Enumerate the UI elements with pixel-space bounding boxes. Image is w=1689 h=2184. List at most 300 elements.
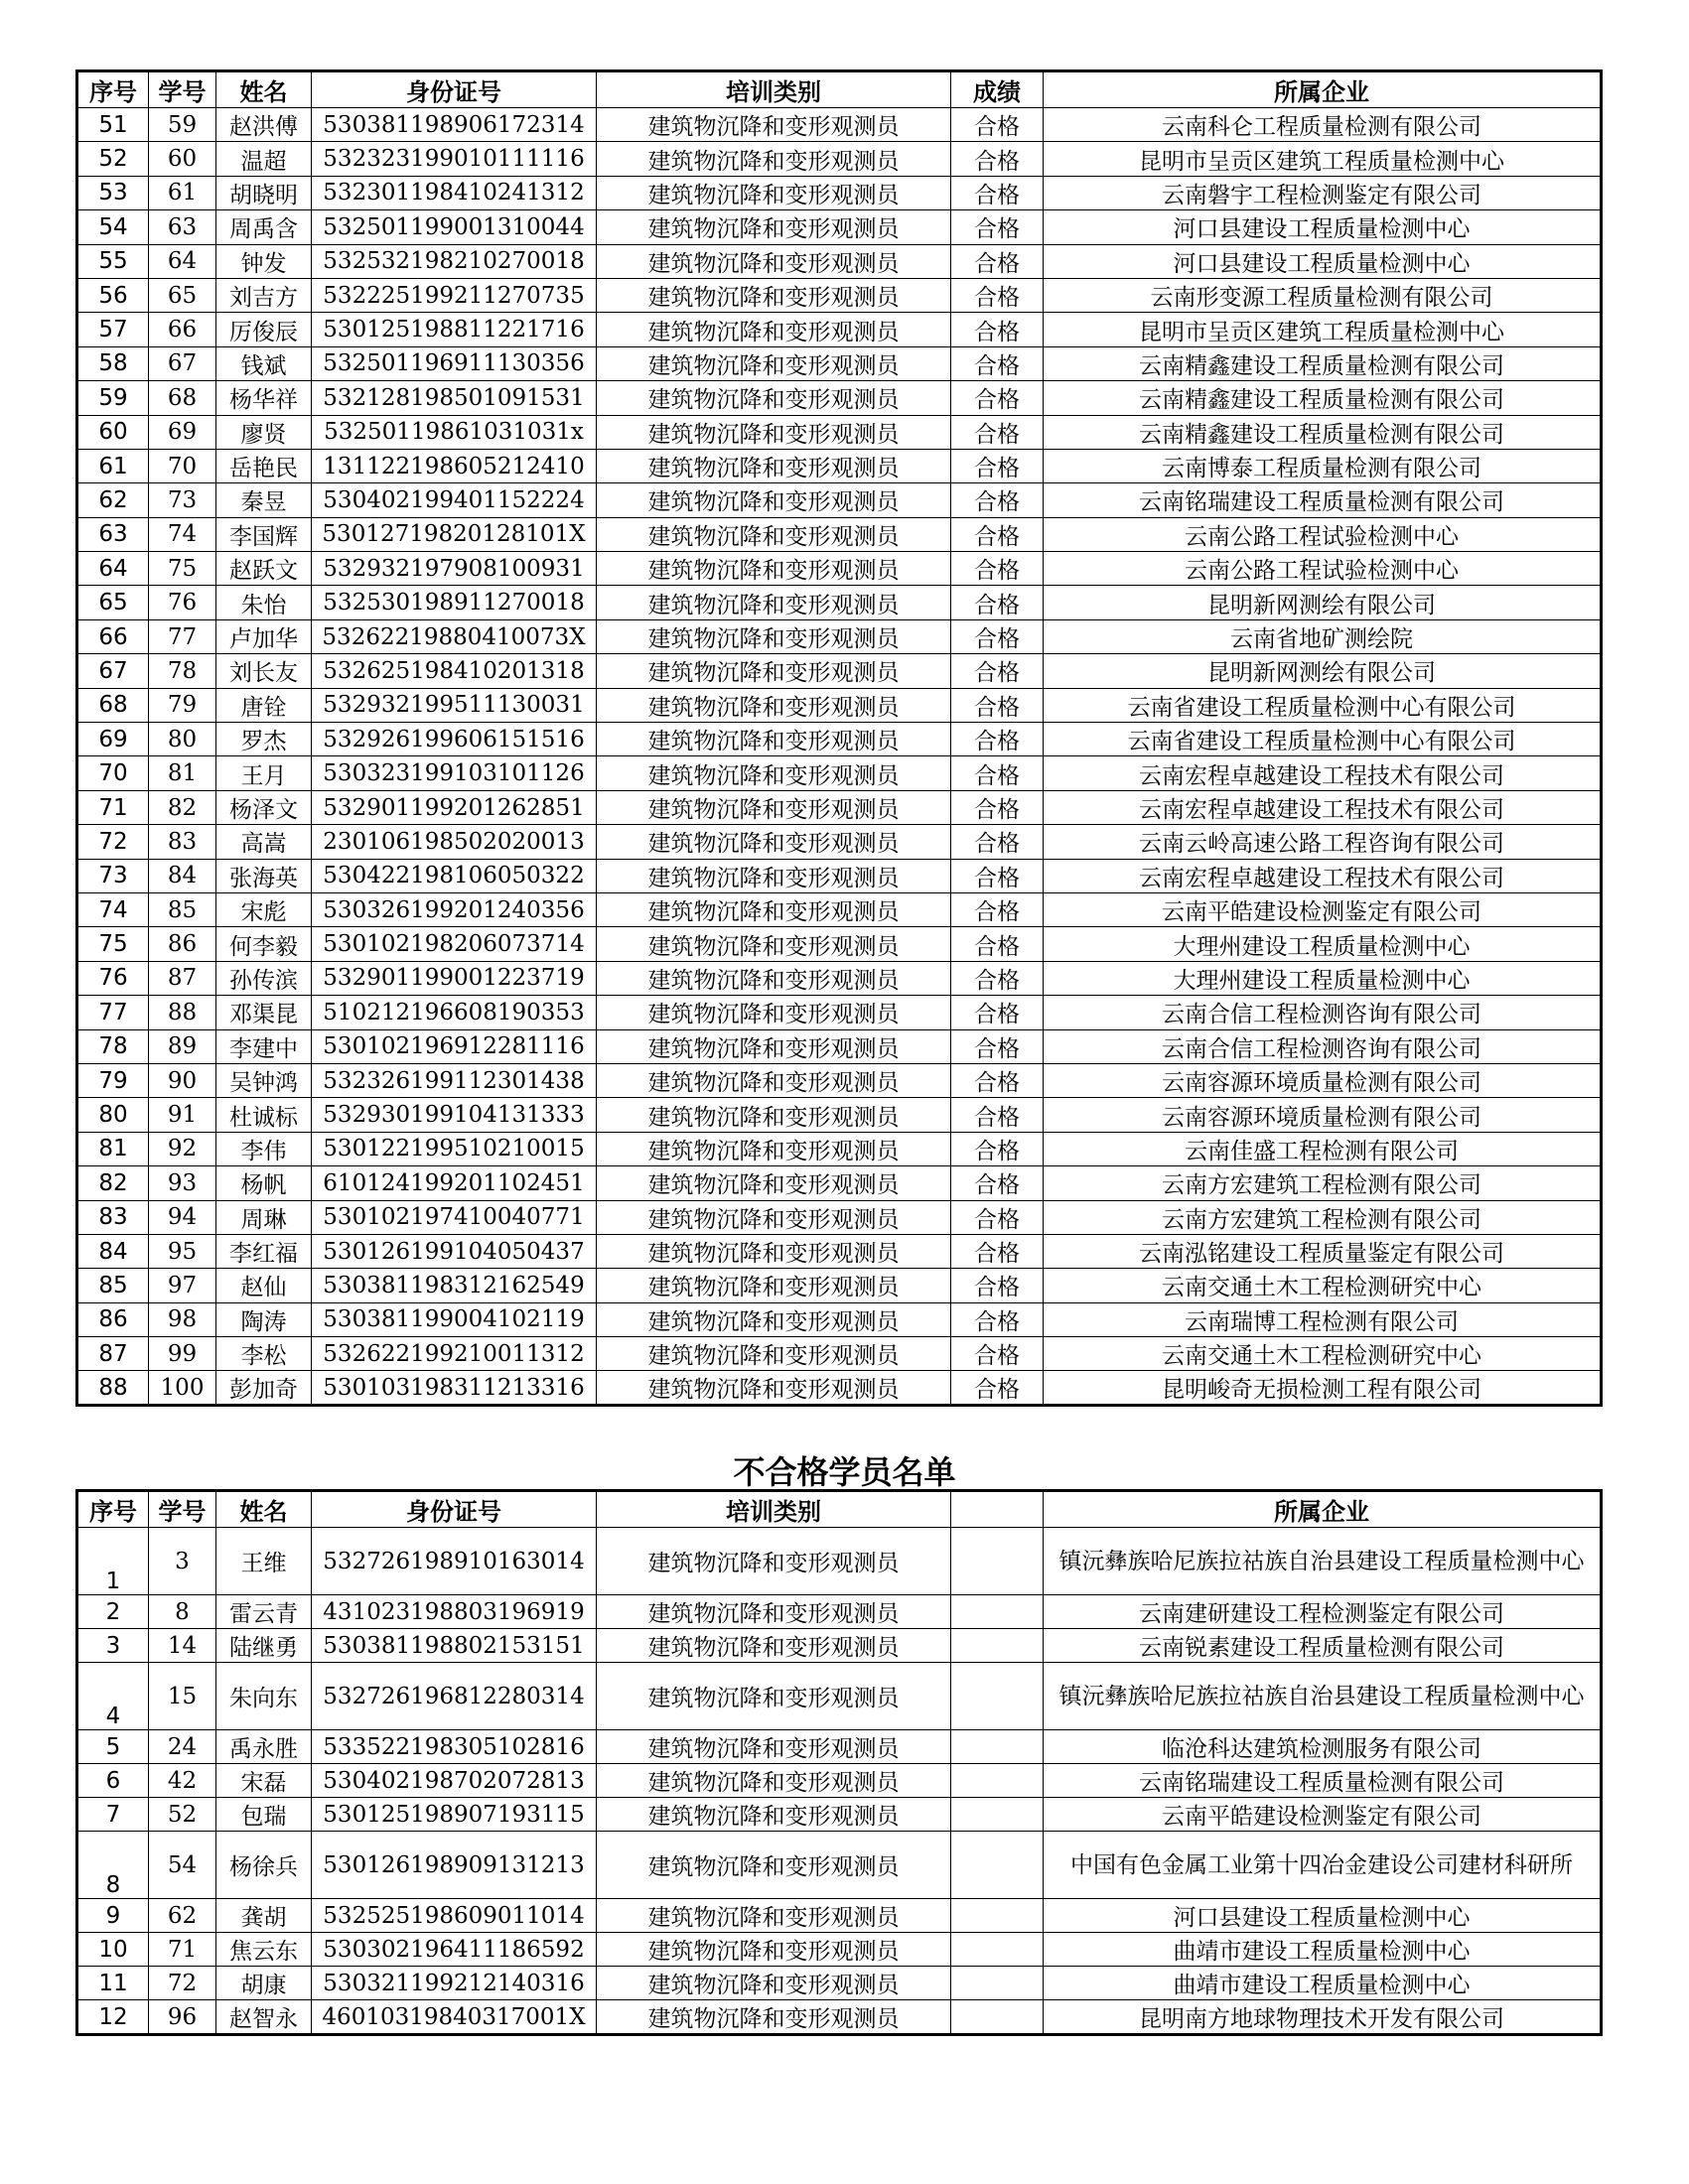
student-no-cell: 89 <box>149 1029 216 1063</box>
company-cell: 曲靖市建设工程质量检测中心 <box>1044 1967 1602 2000</box>
student-no-cell: 15 <box>149 1663 216 1730</box>
table-row <box>77 859 1602 892</box>
student-no-cell: 71 <box>149 1933 216 1967</box>
seq-cell: 71 <box>77 790 149 824</box>
table-row <box>77 961 1602 995</box>
result-cell <box>951 1798 1044 1832</box>
name-cell: 杨帆 <box>216 1166 312 1200</box>
student-no-cell: 81 <box>149 756 216 790</box>
result-cell: 合格 <box>951 892 1044 926</box>
company-cell: 云南省建设工程质量检测中心有限公司 <box>1044 688 1602 722</box>
name-cell: 彭加奇 <box>216 1371 312 1406</box>
result-cell: 合格 <box>951 654 1044 688</box>
name-cell: 胡晓明 <box>216 176 312 209</box>
result-cell: 合格 <box>951 756 1044 790</box>
result-cell: 合格 <box>951 859 1044 892</box>
name-cell: 赵跃文 <box>216 552 312 586</box>
training-type-cell: 建筑物沉降和变形观测员 <box>597 1528 951 1595</box>
id-number-cell: 532932197908100931 <box>312 552 597 586</box>
training-type-cell: 建筑物沉降和变形观测员 <box>597 1832 951 1899</box>
result-cell <box>951 1663 1044 1730</box>
result-cell <box>951 1967 1044 2000</box>
training-type-cell: 建筑物沉降和变形观测员 <box>597 176 951 209</box>
company-cell: 曲靖市建设工程质量检测中心 <box>1044 1933 1602 1967</box>
name-cell: 何李毅 <box>216 927 312 961</box>
id-number-cell: 53250119861031031x <box>312 415 597 449</box>
company-cell: 昆明新网测绘有限公司 <box>1044 654 1602 688</box>
failed-list-title: 不合格学员名单 <box>733 1453 956 1491</box>
name-cell: 廖贤 <box>216 415 312 449</box>
company-cell: 云南云岭高速公路工程咨询有限公司 <box>1044 825 1602 859</box>
name-cell: 杨华祥 <box>216 381 312 415</box>
name-cell: 岳艳民 <box>216 449 312 482</box>
training-type-cell: 建筑物沉降和变形观测员 <box>597 790 951 824</box>
seq-cell: 65 <box>77 586 149 619</box>
id-number-cell: 530321199212140316 <box>312 1967 597 2000</box>
result-cell: 合格 <box>951 483 1044 517</box>
result-cell: 合格 <box>951 415 1044 449</box>
id-number-cell: 530381199004102119 <box>312 1302 597 1336</box>
id-number-cell: 230106198502020013 <box>312 825 597 859</box>
id-number-cell: 530125198907193115 <box>312 1798 597 1832</box>
company-cell: 河口县建设工程质量检测中心 <box>1044 1899 1602 1933</box>
id-number-cell: 532501199001310044 <box>312 210 597 244</box>
student-no-cell: 77 <box>149 619 216 653</box>
company-cell: 昆明南方地球物理技术开发有限公司 <box>1044 2000 1602 2035</box>
seq-cell: 87 <box>77 1337 149 1371</box>
seq-cell: 79 <box>77 1063 149 1097</box>
table-row <box>77 927 1602 961</box>
id-number-cell: 532926199606151516 <box>312 723 597 756</box>
training-type-cell: 建筑物沉降和变形观测员 <box>597 1166 951 1200</box>
id-number-cell: 530402199401152224 <box>312 483 597 517</box>
company-cell: 中国有色金属工业第十四冶金建设公司建材科研所 <box>1044 1832 1602 1899</box>
training-type-cell: 建筑物沉降和变形观测员 <box>597 1029 951 1063</box>
seq-cell: 11 <box>77 1967 149 2000</box>
seq-cell: 86 <box>77 1302 149 1336</box>
result-cell <box>951 1528 1044 1595</box>
result-cell <box>951 1629 1044 1663</box>
student-no-cell: 100 <box>149 1371 216 1406</box>
training-type-cell: 建筑物沉降和变形观测员 <box>597 688 951 722</box>
table-row <box>77 1063 1602 1097</box>
name-cell: 张海英 <box>216 859 312 892</box>
company-cell: 云南宏程卓越建设工程技术有限公司 <box>1044 859 1602 892</box>
name-cell: 宋磊 <box>216 1764 312 1798</box>
company-cell: 镇沅彝族哈尼族拉祜族自治县建设工程质量检测中心 <box>1044 1663 1602 1730</box>
company-cell: 云南铭瑞建设工程质量检测有限公司 <box>1044 483 1602 517</box>
id-number-cell: 530122199510210015 <box>312 1132 597 1165</box>
seq-cell: 55 <box>77 244 149 278</box>
student-no-cell: 60 <box>149 142 216 176</box>
company-cell: 云南建研建设工程检测鉴定有限公司 <box>1044 1595 1602 1629</box>
training-type-cell: 建筑物沉降和变形观测员 <box>597 927 951 961</box>
id-number-cell: 532726198910163014 <box>312 1528 597 1595</box>
company-cell: 云南锐素建设工程质量检测有限公司 <box>1044 1629 1602 1663</box>
result-cell <box>951 1832 1044 1899</box>
id-number-cell: 530381198906172314 <box>312 108 597 142</box>
table-row <box>77 654 1602 688</box>
result-cell: 合格 <box>951 996 1044 1029</box>
seq-cell: 8 <box>77 1832 149 1899</box>
name-cell: 杨泽文 <box>216 790 312 824</box>
seq-cell: 6 <box>77 1764 149 1798</box>
name-cell: 王维 <box>216 1528 312 1595</box>
result-cell <box>951 1933 1044 1967</box>
name-cell: 李国辉 <box>216 517 312 551</box>
seq-cell: 10 <box>77 1933 149 1967</box>
seq-cell: 66 <box>77 619 149 653</box>
header-student-no: 学号 <box>149 1491 216 1528</box>
name-cell: 赵智永 <box>216 2000 312 2035</box>
name-cell: 胡康 <box>216 1967 312 2000</box>
company-cell: 云南磐宇工程检测鉴定有限公司 <box>1044 176 1602 209</box>
failed-students-table <box>75 1489 1603 2036</box>
result-cell: 合格 <box>951 449 1044 482</box>
result-cell <box>951 1764 1044 1798</box>
table-row <box>77 1832 1602 1899</box>
training-type-cell: 建筑物沉降和变形观测员 <box>597 996 951 1029</box>
result-cell <box>951 1730 1044 1764</box>
training-type-cell: 建筑物沉降和变形观测员 <box>597 278 951 312</box>
company-cell: 云南精鑫建设工程质量检测有限公司 <box>1044 415 1602 449</box>
student-no-cell: 59 <box>149 108 216 142</box>
seq-cell: 75 <box>77 927 149 961</box>
name-cell: 罗杰 <box>216 723 312 756</box>
table-row <box>77 1098 1602 1132</box>
name-cell: 朱怡 <box>216 586 312 619</box>
table-row <box>77 825 1602 859</box>
table-row <box>77 517 1602 551</box>
id-number-cell: 532530198911270018 <box>312 586 597 619</box>
result-cell: 合格 <box>951 552 1044 586</box>
result-cell: 合格 <box>951 1029 1044 1063</box>
table-header-row <box>77 71 1602 108</box>
table-row <box>77 313 1602 346</box>
name-cell: 龚胡 <box>216 1899 312 1933</box>
result-cell: 合格 <box>951 1371 1044 1406</box>
student-no-cell: 87 <box>149 961 216 995</box>
company-cell: 云南精鑫建设工程质量检测有限公司 <box>1044 346 1602 380</box>
student-no-cell: 93 <box>149 1166 216 1200</box>
name-cell: 焦云东 <box>216 1933 312 1967</box>
training-type-cell: 建筑物沉降和变形观测员 <box>597 483 951 517</box>
header-student-no: 学号 <box>149 71 216 108</box>
table-row <box>77 996 1602 1029</box>
table-row <box>77 892 1602 926</box>
table-row <box>77 108 1602 142</box>
company-cell: 云南宏程卓越建设工程技术有限公司 <box>1044 756 1602 790</box>
table-row <box>77 142 1602 176</box>
table-row <box>77 1132 1602 1165</box>
table-row <box>77 552 1602 586</box>
company-cell: 云南泓铭建设工程质量鉴定有限公司 <box>1044 1234 1602 1268</box>
header-id-number: 身份证号 <box>312 71 597 108</box>
id-number-cell: 532930199104131333 <box>312 1098 597 1132</box>
id-number-cell: 532501196911130356 <box>312 346 597 380</box>
seq-cell: 51 <box>77 108 149 142</box>
student-no-cell: 90 <box>149 1063 216 1097</box>
table-row <box>77 1200 1602 1234</box>
id-number-cell: 530102196912281116 <box>312 1029 597 1063</box>
company-cell: 昆明新网测绘有限公司 <box>1044 586 1602 619</box>
seq-cell: 54 <box>77 210 149 244</box>
id-number-cell: 530102198206073714 <box>312 927 597 961</box>
company-cell: 云南科仑工程质量检测有限公司 <box>1044 108 1602 142</box>
student-no-cell: 95 <box>149 1234 216 1268</box>
seq-cell: 58 <box>77 346 149 380</box>
name-cell: 唐铨 <box>216 688 312 722</box>
training-type-cell: 建筑物沉降和变形观测员 <box>597 517 951 551</box>
name-cell: 赵洪傅 <box>216 108 312 142</box>
company-cell: 云南铭瑞建设工程质量检测有限公司 <box>1044 1764 1602 1798</box>
seq-cell: 81 <box>77 1132 149 1165</box>
id-number-cell: 532301198410241312 <box>312 176 597 209</box>
name-cell: 钟发 <box>216 244 312 278</box>
result-cell <box>951 1899 1044 1933</box>
name-cell: 邓渠昆 <box>216 996 312 1029</box>
id-number-cell: 53012719820128101X <box>312 517 597 551</box>
name-cell: 陶涛 <box>216 1302 312 1336</box>
seq-cell: 64 <box>77 552 149 586</box>
passed-students-table <box>75 69 1603 1407</box>
id-number-cell: 532901199001223719 <box>312 961 597 995</box>
id-number-cell: 530102197410040771 <box>312 1200 597 1234</box>
seq-cell: 3 <box>77 1629 149 1663</box>
result-cell: 合格 <box>951 278 1044 312</box>
training-type-cell: 建筑物沉降和变形观测员 <box>597 1200 951 1234</box>
training-type-cell: 建筑物沉降和变形观测员 <box>597 346 951 380</box>
result-cell: 合格 <box>951 1234 1044 1268</box>
table-row <box>77 619 1602 653</box>
result-cell: 合格 <box>951 1302 1044 1336</box>
id-number-cell: 533522198305102816 <box>312 1730 597 1764</box>
table-row <box>77 346 1602 380</box>
seq-cell: 88 <box>77 1371 149 1406</box>
student-no-cell: 24 <box>149 1730 216 1764</box>
company-cell: 大理州建设工程质量检测中心 <box>1044 927 1602 961</box>
name-cell: 李松 <box>216 1337 312 1371</box>
id-number-cell: 510212196608190353 <box>312 996 597 1029</box>
name-cell: 李伟 <box>216 1132 312 1165</box>
result-cell: 合格 <box>951 1200 1044 1234</box>
id-number-cell: 532532198210270018 <box>312 244 597 278</box>
name-cell: 杜诚标 <box>216 1098 312 1132</box>
seq-cell: 74 <box>77 892 149 926</box>
company-cell: 云南交通土木工程检测研究中心 <box>1044 1337 1602 1371</box>
training-type-cell: 建筑物沉降和变形观测员 <box>597 1798 951 1832</box>
company-cell: 云南佳盛工程检测有限公司 <box>1044 1132 1602 1165</box>
training-type-cell: 建筑物沉降和变形观测员 <box>597 1629 951 1663</box>
company-cell: 云南交通土木工程检测研究中心 <box>1044 1269 1602 1302</box>
header-training-type: 培训类别 <box>597 71 951 108</box>
result-cell: 合格 <box>951 1269 1044 1302</box>
seq-cell: 67 <box>77 654 149 688</box>
id-number-cell: 530126199104050437 <box>312 1234 597 1268</box>
table-row <box>77 1269 1602 1302</box>
training-type-cell: 建筑物沉降和变形观测员 <box>597 619 951 653</box>
table-row <box>77 1302 1602 1336</box>
student-no-cell: 61 <box>149 176 216 209</box>
header-training-type: 培训类别 <box>597 1491 951 1528</box>
result-cell: 合格 <box>951 723 1044 756</box>
seq-cell: 5 <box>77 1730 149 1764</box>
student-no-cell: 73 <box>149 483 216 517</box>
training-type-cell: 建筑物沉降和变形观测员 <box>597 892 951 926</box>
training-type-cell: 建筑物沉降和变形观测员 <box>597 654 951 688</box>
id-number-cell: 532622199210011312 <box>312 1337 597 1371</box>
result-cell: 合格 <box>951 1166 1044 1200</box>
student-no-cell: 75 <box>149 552 216 586</box>
training-type-cell: 建筑物沉降和变形观测员 <box>597 415 951 449</box>
id-number-cell: 131122198605212410 <box>312 449 597 482</box>
student-no-cell: 70 <box>149 449 216 482</box>
student-no-cell: 72 <box>149 1967 216 2000</box>
training-type-cell: 建筑物沉降和变形观测员 <box>597 1063 951 1097</box>
training-type-cell: 建筑物沉降和变形观测员 <box>597 859 951 892</box>
training-type-cell: 建筑物沉降和变形观测员 <box>597 1234 951 1268</box>
company-cell: 云南容源环境质量检测有限公司 <box>1044 1098 1602 1132</box>
name-cell: 卢加华 <box>216 619 312 653</box>
company-cell: 云南平皓建设检测鉴定有限公司 <box>1044 892 1602 926</box>
result-cell: 合格 <box>951 517 1044 551</box>
student-no-cell: 42 <box>149 1764 216 1798</box>
training-type-cell: 建筑物沉降和变形观测员 <box>597 1269 951 1302</box>
company-cell: 云南宏程卓越建设工程技术有限公司 <box>1044 790 1602 824</box>
id-number-cell: 530402198702072813 <box>312 1764 597 1798</box>
header-seq: 序号 <box>77 71 149 108</box>
name-cell: 周禹含 <box>216 210 312 244</box>
id-number-cell: 530323199103101126 <box>312 756 597 790</box>
name-cell: 雷云青 <box>216 1595 312 1629</box>
result-cell: 合格 <box>951 790 1044 824</box>
company-cell: 河口县建设工程质量检测中心 <box>1044 210 1602 244</box>
result-cell: 合格 <box>951 619 1044 653</box>
seq-cell: 63 <box>77 517 149 551</box>
name-cell: 钱斌 <box>216 346 312 380</box>
result-cell: 合格 <box>951 210 1044 244</box>
name-cell: 包瑞 <box>216 1798 312 1832</box>
training-type-cell: 建筑物沉降和变形观测员 <box>597 1967 951 2000</box>
seq-cell: 2 <box>77 1595 149 1629</box>
table-row <box>77 449 1602 482</box>
student-no-cell: 79 <box>149 688 216 722</box>
student-no-cell: 67 <box>149 346 216 380</box>
company-cell: 大理州建设工程质量检测中心 <box>1044 961 1602 995</box>
header-seq: 序号 <box>77 1491 149 1528</box>
table-row <box>77 176 1602 209</box>
company-cell: 镇沅彝族哈尼族拉祜族自治县建设工程质量检测中心 <box>1044 1528 1602 1595</box>
training-type-cell: 建筑物沉降和变形观测员 <box>597 1764 951 1798</box>
student-no-cell: 78 <box>149 654 216 688</box>
result-cell: 合格 <box>951 927 1044 961</box>
student-no-cell: 66 <box>149 313 216 346</box>
result-cell: 合格 <box>951 825 1044 859</box>
company-cell: 昆明市呈贡区建筑工程质量检测中心 <box>1044 142 1602 176</box>
result-cell <box>951 1595 1044 1629</box>
table-row <box>77 1730 1602 1764</box>
id-number-cell: 530103198311213316 <box>312 1371 597 1406</box>
result-cell: 合格 <box>951 313 1044 346</box>
seq-cell: 12 <box>77 2000 149 2035</box>
result-cell: 合格 <box>951 1337 1044 1371</box>
training-type-cell: 建筑物沉降和变形观测员 <box>597 1132 951 1165</box>
table-row <box>77 790 1602 824</box>
student-no-cell: 94 <box>149 1200 216 1234</box>
id-number-cell: 530126198909131213 <box>312 1832 597 1899</box>
table-header-row <box>77 1491 1602 1528</box>
name-cell: 厉俊辰 <box>216 313 312 346</box>
seq-cell: 82 <box>77 1166 149 1200</box>
seq-cell: 77 <box>77 996 149 1029</box>
result-cell: 合格 <box>951 586 1044 619</box>
student-no-cell: 8 <box>149 1595 216 1629</box>
student-no-cell: 64 <box>149 244 216 278</box>
seq-cell: 78 <box>77 1029 149 1063</box>
company-cell: 云南省地矿测绘院 <box>1044 619 1602 653</box>
id-number-cell: 431023198803196919 <box>312 1595 597 1629</box>
id-number-cell: 532625198410201318 <box>312 654 597 688</box>
student-no-cell: 62 <box>149 1899 216 1933</box>
seq-cell: 60 <box>77 415 149 449</box>
training-type-cell: 建筑物沉降和变形观测员 <box>597 313 951 346</box>
name-cell: 吴钟鸿 <box>216 1063 312 1097</box>
result-cell: 合格 <box>951 961 1044 995</box>
result-cell: 合格 <box>951 176 1044 209</box>
seq-cell: 61 <box>77 449 149 482</box>
name-cell: 禹永胜 <box>216 1730 312 1764</box>
training-type-cell: 建筑物沉降和变形观测员 <box>597 825 951 859</box>
id-number-cell: 53262219880410073X <box>312 619 597 653</box>
student-no-cell: 83 <box>149 825 216 859</box>
student-no-cell: 69 <box>149 415 216 449</box>
id-number-cell: 530381198312162549 <box>312 1269 597 1302</box>
seq-cell: 56 <box>77 278 149 312</box>
company-cell: 云南瑞博工程检测有限公司 <box>1044 1302 1602 1336</box>
table-row <box>77 756 1602 790</box>
seq-cell: 83 <box>77 1200 149 1234</box>
seq-cell: 52 <box>77 142 149 176</box>
company-cell: 云南合信工程检测咨询有限公司 <box>1044 1029 1602 1063</box>
name-cell: 刘吉方 <box>216 278 312 312</box>
training-type-cell: 建筑物沉降和变形观测员 <box>597 210 951 244</box>
name-cell: 陆继勇 <box>216 1629 312 1663</box>
table-row <box>77 415 1602 449</box>
company-cell: 云南合信工程检测咨询有限公司 <box>1044 996 1602 1029</box>
seq-cell: 72 <box>77 825 149 859</box>
training-type-cell: 建筑物沉降和变形观测员 <box>597 1302 951 1336</box>
company-cell: 云南博泰工程质量检测有限公司 <box>1044 449 1602 482</box>
table-row <box>77 1899 1602 1933</box>
student-no-cell: 54 <box>149 1832 216 1899</box>
company-cell: 临沧科达建筑检测服务有限公司 <box>1044 1730 1602 1764</box>
training-type-cell: 建筑物沉降和变形观测员 <box>597 1371 951 1406</box>
company-cell: 云南形变源工程质量检测有限公司 <box>1044 278 1602 312</box>
id-number-cell: 530381198802153151 <box>312 1629 597 1663</box>
training-type-cell: 建筑物沉降和变形观测员 <box>597 1595 951 1629</box>
table-row <box>77 1337 1602 1371</box>
training-type-cell: 建筑物沉降和变形观测员 <box>597 142 951 176</box>
result-cell: 合格 <box>951 108 1044 142</box>
id-number-cell: 532525198609011014 <box>312 1899 597 1933</box>
student-no-cell: 84 <box>149 859 216 892</box>
result-cell: 合格 <box>951 381 1044 415</box>
training-type-cell: 建筑物沉降和变形观测员 <box>597 586 951 619</box>
name-cell: 李红福 <box>216 1234 312 1268</box>
header-name: 姓名 <box>216 1491 312 1528</box>
seq-cell: 85 <box>77 1269 149 1302</box>
name-cell: 刘长友 <box>216 654 312 688</box>
